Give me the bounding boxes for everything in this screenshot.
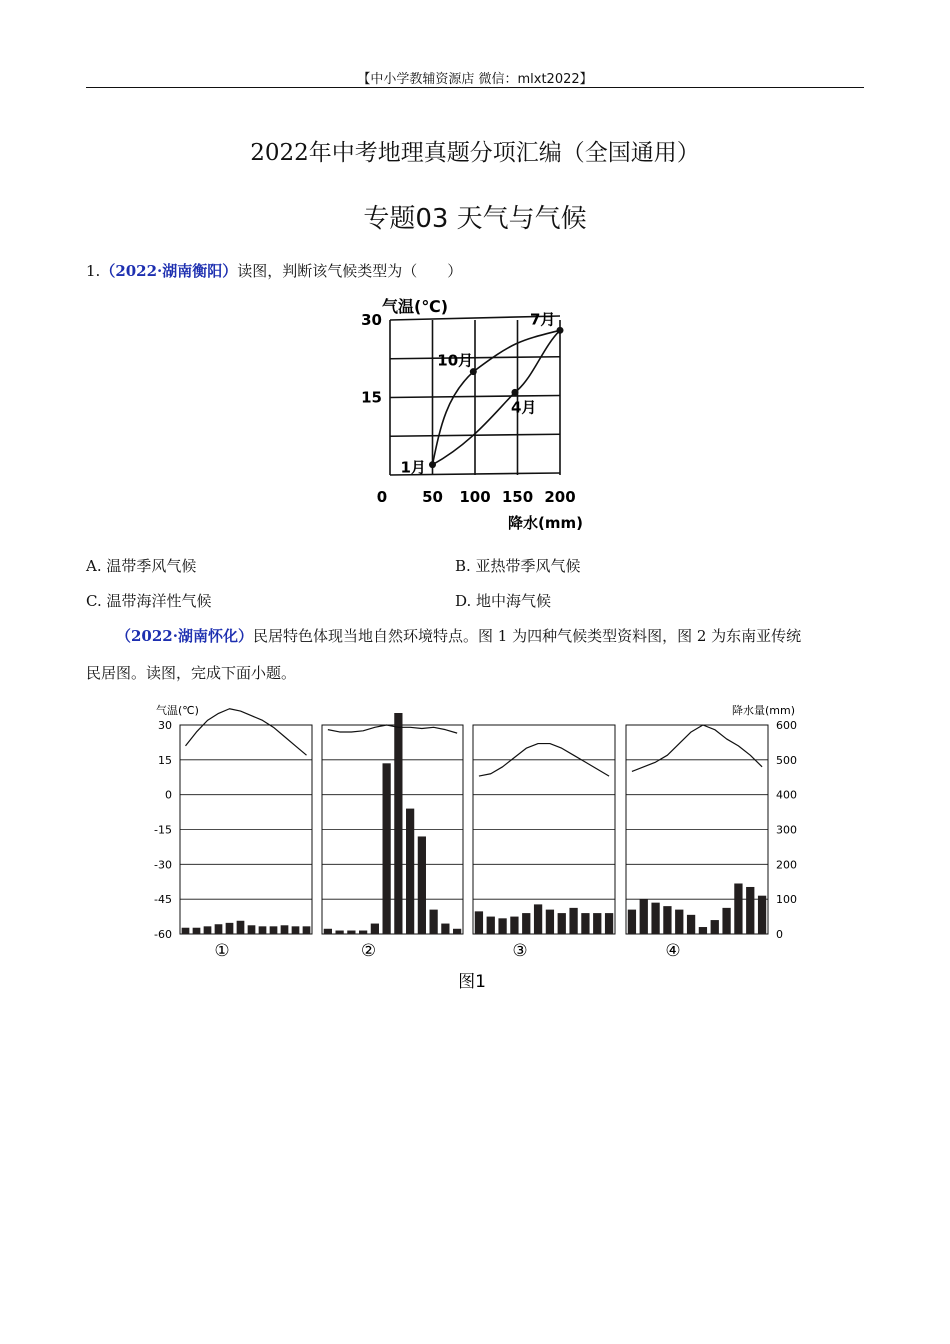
fig1-panel <box>626 725 768 961</box>
chart1-xtick: 50 <box>422 488 443 506</box>
chart1-xtick: 0 <box>376 488 388 506</box>
fig1-precip-ticks <box>776 719 797 941</box>
fig1-precip-bar <box>418 836 426 934</box>
fig1-temp-tick: -15 <box>154 823 172 837</box>
fig1-precip-bar <box>651 903 659 934</box>
fig1-precip-bar <box>430 910 438 934</box>
fig1-precip-bar <box>324 929 332 934</box>
fig1-panel <box>473 725 615 961</box>
fig1-precip-bar <box>605 913 613 934</box>
fig1-precip-bar <box>663 906 671 934</box>
fig1-precip-bar <box>226 923 234 934</box>
climate-charts-figure <box>140 698 810 998</box>
chart1-hgrid <box>390 396 560 398</box>
fig1-precip-bar <box>281 925 289 934</box>
fig1-precip-bar <box>359 931 367 934</box>
fig1-temp-tick: 15 <box>158 753 172 767</box>
fig1-right-axis-label: 降水量(mm) <box>732 704 796 717</box>
fig1-temp-line <box>186 709 307 755</box>
topic-title: 专题03 天气与气候 <box>363 204 587 234</box>
fig1-precip-bar <box>475 911 483 934</box>
fig1-precip-bar <box>546 910 554 934</box>
question-1-source: （2022·湖南衡阳） <box>100 262 238 280</box>
fig1-precip-bar <box>259 926 267 934</box>
fig1-precip-bar <box>406 809 414 934</box>
fig1-temp-tick: -60 <box>154 928 172 941</box>
question-1-number: 1. <box>86 262 101 280</box>
chart1-hgrid <box>390 357 560 359</box>
fig1-precip-bar <box>303 926 311 934</box>
fig1-temp-tick: -45 <box>154 893 172 907</box>
option-b[interactable]: B. 亚热带季风气候 <box>455 557 581 575</box>
climate-curve-chart <box>340 290 600 540</box>
fig1-precip-bar <box>347 931 355 934</box>
fig1-precip-bar <box>394 713 402 934</box>
fig1-precip-tick: 500 <box>776 753 797 767</box>
fig1-precip-bar <box>640 899 648 934</box>
header-rule <box>86 87 864 88</box>
fig1-precip-bar <box>193 928 201 934</box>
fig1-precip-bar <box>371 924 379 934</box>
fig1-left-axis-label: 气温(℃) <box>156 704 199 717</box>
fig1-precip-bar <box>336 931 344 934</box>
main-title: 2022年中考地理真题分项汇编（全国通用） <box>250 140 700 166</box>
fig1-precip-bar <box>182 928 190 934</box>
fig1-precip-bar <box>510 917 518 934</box>
fig1-precip-bar <box>441 924 449 934</box>
fig1-precip-tick: 100 <box>776 893 797 907</box>
fig1-precip-bar <box>569 908 577 934</box>
fig1-precip-bar <box>734 883 742 934</box>
fig1-precip-tick: 300 <box>776 823 797 837</box>
fig1-precip-bar <box>237 921 245 934</box>
chart1-point <box>429 461 436 468</box>
fig1-precip-tick: 200 <box>776 858 797 872</box>
chart1-point <box>557 327 564 334</box>
chart1-point-label: 10月 <box>437 351 474 370</box>
chart1-point-label: 1月 <box>400 458 426 477</box>
fig1-precip-bar <box>522 913 530 934</box>
fig1-precip-bar <box>699 927 707 934</box>
fig1-precip-tick: 400 <box>776 788 797 802</box>
question-2-line-2: 民居图。读图，完成下面小题。 <box>86 664 297 682</box>
fig1-precip-bar <box>593 913 601 934</box>
chart1-xtick: 100 <box>459 488 491 506</box>
fig1-precip-bar <box>534 904 542 934</box>
chart1-labels <box>401 310 556 476</box>
fig1-precip-tick: 0 <box>776 928 783 941</box>
fig1-precip-bar <box>722 908 730 934</box>
fig1-precip-bar <box>746 887 754 934</box>
fig1-temp-ticks <box>154 719 172 941</box>
fig1-precip-bar <box>487 917 495 934</box>
fig1-panel-label: ④ <box>665 941 681 961</box>
question-1 <box>86 260 462 281</box>
fig1-precip-bar <box>687 915 695 934</box>
fig1-precip-bar <box>204 926 212 934</box>
chart1-ylabel: 气温(℃) <box>382 297 449 316</box>
question-2-text-1: 民居特色体现当地自然环境特点。图 1 为四种气候类型资料图，图 2 为东南亚传统 <box>252 627 802 645</box>
fig1-panel-label: ① <box>214 941 230 961</box>
question-1-text: 读图，判断该气候类型为（ ） <box>237 262 463 280</box>
chart1-ytick: 15 <box>361 388 382 407</box>
fig1-panel <box>322 713 463 961</box>
option-a[interactable]: A. 温带季风气候 <box>86 557 197 575</box>
fig1-precip-bar <box>383 763 391 934</box>
question-2-line-1 <box>86 625 866 646</box>
fig1-precip-bar <box>292 926 300 934</box>
fig1-precip-bar <box>675 910 683 934</box>
fig1-precip-tick: 600 <box>776 719 797 732</box>
chart1-point-label: 7月 <box>530 310 556 329</box>
chart1-xlabel: 降水(mm) <box>508 514 583 532</box>
option-c[interactable]: C. 温带海洋性气候 <box>86 592 212 610</box>
fig1-precip-bar <box>270 926 278 934</box>
chart1-grid <box>361 311 576 506</box>
fig1-panels <box>180 709 768 961</box>
fig1-precip-bar <box>758 896 766 934</box>
chart1-point <box>511 389 518 396</box>
chart1-xtick: 150 <box>501 488 534 506</box>
fig1-precip-bar <box>581 913 589 934</box>
fig1-precip-bar <box>498 918 506 934</box>
fig1-panel-label: ③ <box>512 941 528 961</box>
chart1-ytick: 30 <box>361 311 382 329</box>
chart1-xtick: 200 <box>544 488 576 506</box>
fig1-precip-bar <box>453 929 461 934</box>
fig1-temp-line <box>328 725 457 733</box>
header-text: 【中小学教辅资源店 微信：mlxt2022】 <box>357 72 593 87</box>
fig1-precip-bar <box>558 913 566 934</box>
fig1-precip-bar <box>628 910 636 934</box>
fig1-temp-tick: 30 <box>158 719 172 732</box>
fig1-panel-label: ② <box>360 941 377 961</box>
fig1-temp-tick: 0 <box>165 788 172 802</box>
fig1-temp-line <box>632 725 762 771</box>
fig1-temp-tick: -30 <box>154 858 172 872</box>
question-2-source: （2022·湖南怀化） <box>116 627 253 645</box>
fig1-precip-bar <box>215 924 223 934</box>
chart1-point-label: 4月 <box>510 398 537 417</box>
option-d[interactable]: D. 地中海气候 <box>455 592 552 610</box>
fig1-precip-bar <box>711 920 719 934</box>
fig1-panel <box>180 709 312 961</box>
fig1-precip-bar <box>248 925 256 934</box>
fig1-caption: 图1 <box>458 972 486 992</box>
